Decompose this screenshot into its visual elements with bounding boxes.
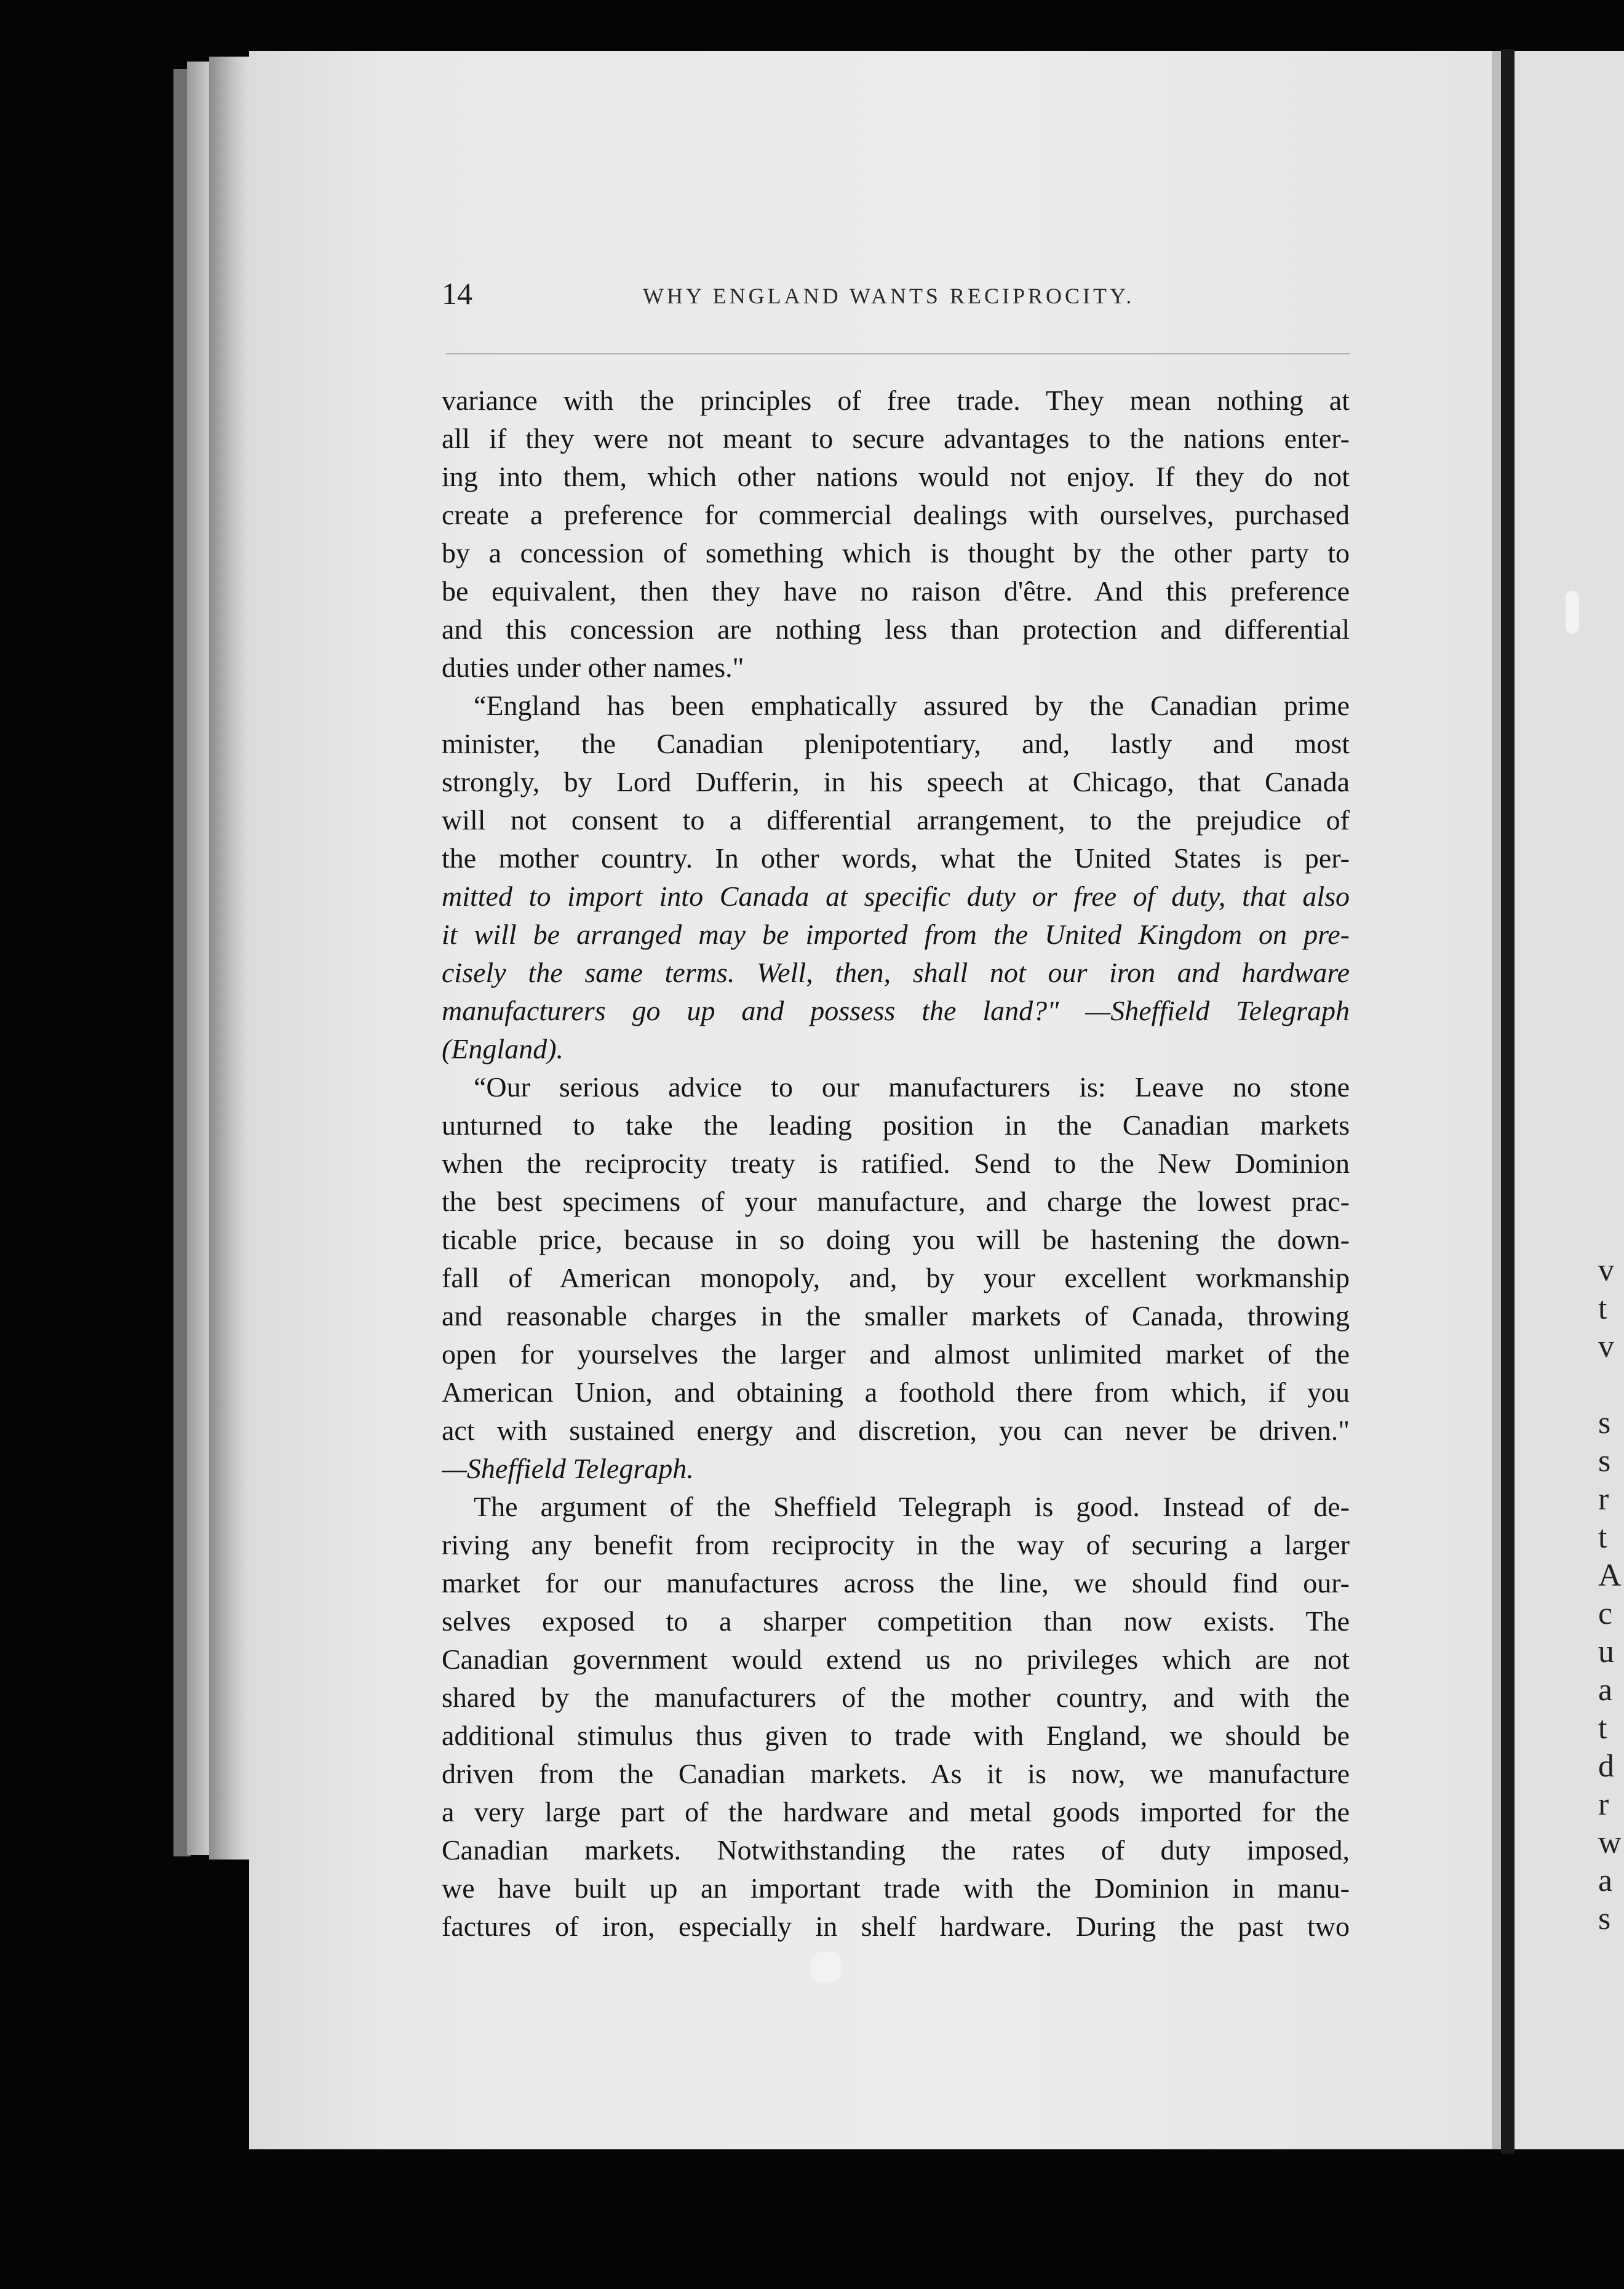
facing-page-fragment: a bbox=[1598, 1672, 1613, 1708]
facing-page-fragment: s bbox=[1598, 1901, 1611, 1936]
text-line: Canadian government would extend us no privileges which are not bbox=[442, 1644, 1350, 1675]
text-line: The argument of the Sheffield Telegraph is good. Instead of de- bbox=[474, 1491, 1350, 1522]
text-line: shared by the manufacturers of the mother country, and with the bbox=[442, 1682, 1350, 1713]
page-number: 14 bbox=[442, 276, 472, 311]
text-line: create a preference for commercial dealings with ourselves, purchased bbox=[442, 499, 1350, 530]
text-line: riving any benefit from reciprocity in the way of securing a larger bbox=[442, 1529, 1350, 1560]
facing-page-fragment: t bbox=[1598, 1711, 1607, 1746]
text-line: ticable price, because in so doing you will be hastening the down- bbox=[442, 1224, 1350, 1255]
facing-page-fragment: v bbox=[1598, 1253, 1614, 1288]
text-line: ing into them, which other nations would not enjoy. If they do not bbox=[442, 461, 1350, 492]
text-line: fall of American monopoly, and, by your excellent workmanship bbox=[442, 1262, 1350, 1293]
text-line: unturned to take the leading position in the Canadian markets bbox=[442, 1109, 1350, 1141]
text-line: mitted to import into Canada at specific duty or free of duty, that also bbox=[442, 881, 1350, 912]
text-line: (England). bbox=[442, 1033, 564, 1065]
text-line: duties under other names." bbox=[442, 652, 744, 683]
text-line: American Union, and obtaining a foothold there from which, if you bbox=[442, 1376, 1350, 1408]
text-line: market for our manufactures across the line, we should find our- bbox=[442, 1567, 1350, 1599]
text-line: and this concession are nothing less than protection and differential bbox=[442, 613, 1350, 645]
text-line: and reasonable charges in the smaller markets of Canada, throwing bbox=[442, 1300, 1350, 1332]
text-line: will not consent to a differential arrangement, to the prejudice of bbox=[442, 804, 1350, 836]
text-line: act with sustained energy and discretion, you can never be driven." bbox=[442, 1415, 1350, 1446]
text-line: a very large part of the hardware and metal goods imported for the bbox=[442, 1796, 1350, 1828]
text-line: selves exposed to a sharper competition than now exists. The bbox=[442, 1605, 1350, 1637]
text-line: “England has been emphatically assured by the Canadian prime bbox=[474, 690, 1350, 721]
text-line: manufacturers go up and possess the land?" —Sheffield Telegraph bbox=[442, 995, 1350, 1026]
text-line: the mother country. In other words, what the United States is per- bbox=[442, 842, 1350, 874]
text-line: factures of iron, especially in shelf hardware. During the past two bbox=[442, 1911, 1350, 1942]
text-line: driven from the Canadian markets. As it is now, we manufacture bbox=[442, 1758, 1350, 1789]
text-line: Canadian markets. Notwithstanding the rates of duty imposed, bbox=[442, 1834, 1350, 1866]
facing-page-fragment: s bbox=[1598, 1444, 1611, 1479]
book-edge-inner bbox=[209, 57, 252, 1860]
facing-page-fragment: r bbox=[1598, 1787, 1609, 1822]
text-line: minister, the Canadian plenipotentiary, and, lastly and most bbox=[442, 728, 1350, 759]
text-line: be equivalent, then they have no raison d'être. And this preference bbox=[442, 575, 1350, 607]
facing-page-fragment: A bbox=[1598, 1558, 1622, 1593]
text-line: all if they were not meant to secure advantages to the nations enter- bbox=[442, 423, 1350, 454]
text-line: “Our serious advice to our manufacturers is: Leave no stone bbox=[474, 1071, 1350, 1103]
text-line: —Sheffield Telegraph. bbox=[442, 1453, 694, 1484]
spine-shadow bbox=[1501, 49, 1515, 2154]
scan-artifact bbox=[1566, 591, 1579, 634]
text-line: additional stimulus thus given to trade with England, we should be bbox=[442, 1720, 1350, 1751]
text-line: we have built up an important trade with the Dominion in manu- bbox=[442, 1872, 1350, 1904]
text-line: open for yourselves the larger and almost unlimited market of the bbox=[442, 1338, 1350, 1370]
running-head: WHY ENGLAND WANTS RECIPROCITY. bbox=[643, 284, 1135, 308]
facing-page-fragment: a bbox=[1598, 1863, 1613, 1898]
text-line: the best specimens of your manufacture, and charge the lowest prac- bbox=[442, 1186, 1350, 1217]
facing-page-fragment: c bbox=[1598, 1596, 1613, 1631]
text-line: when the reciprocity treaty is ratified. Send to the New Dominion bbox=[442, 1148, 1350, 1179]
facing-page-fragment: t bbox=[1598, 1520, 1607, 1555]
facing-page-fragment: s bbox=[1598, 1405, 1611, 1440]
text-line: variance with the principles of free trade. They mean nothing at bbox=[442, 385, 1350, 416]
facing-page-fragment: t bbox=[1598, 1291, 1607, 1326]
facing-page-fragment: w bbox=[1598, 1825, 1622, 1860]
scan-artifact bbox=[811, 1952, 842, 1983]
facing-page-fragment: r bbox=[1598, 1482, 1609, 1517]
facing-page-fragment: v bbox=[1598, 1329, 1614, 1364]
header-rule bbox=[446, 353, 1350, 354]
text-line: by a concession of something which is thought by the other party to bbox=[442, 537, 1350, 569]
text-line: cisely the same terms. Well, then, shall not our iron and hardware bbox=[442, 957, 1350, 988]
facing-page-fragment: u bbox=[1598, 1634, 1614, 1669]
facing-page-fragment: d bbox=[1598, 1749, 1614, 1784]
text-line: it will be arranged may be imported from the United Kingdom on pre- bbox=[442, 919, 1350, 950]
text-line: strongly, by Lord Dufferin, in his speech at Chicago, that Canada bbox=[442, 766, 1350, 797]
